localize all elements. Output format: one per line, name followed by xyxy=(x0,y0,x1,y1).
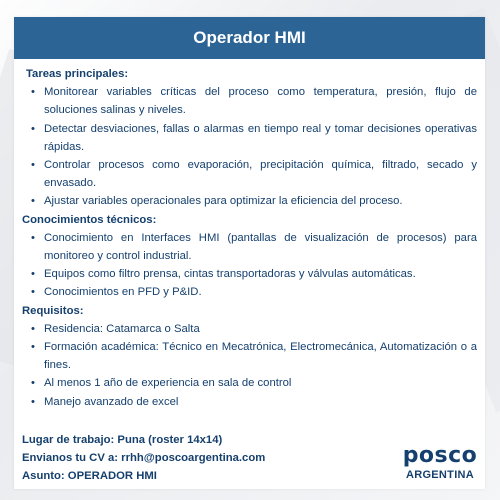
header-banner xyxy=(14,17,485,59)
list-item: • Detectar desviaciones, fallas o alarmas en tiempo real y tomar decisiones operativas rápidas. xyxy=(22,120,477,156)
list-item: • Conocimientos en PFD y P&ID. xyxy=(22,283,477,301)
list-item: • Monitorear variables críticas del proceso como temperatura, presión, flujo de soluciones salinas y niveles. xyxy=(22,83,477,119)
contact-footer xyxy=(22,431,322,486)
email-subject: Asunto: OPERADOR HMI xyxy=(22,470,157,483)
section-title-tareas: Tareas principales: xyxy=(26,68,129,80)
list-item: • Residencia: Catamarca o Salta xyxy=(22,320,477,338)
list-item: • Controlar procesos como evaporación, precipitación química, filtrado, secado y envasado. xyxy=(22,156,477,192)
list-item: • Ajustar variables operacionales para optimizar la eficiencia del proceso. xyxy=(22,192,477,210)
section-title-requisitos: Requisitos: xyxy=(22,304,84,317)
list-item: • Formación académica: Técnico en Mecatrónica, Electromecánica, Automatización o a fines. xyxy=(22,338,477,374)
list-requisitos xyxy=(22,320,477,411)
job-posting-card xyxy=(14,17,485,489)
list-tareas xyxy=(22,83,477,210)
work-location: Lugar de trabajo: Puna (roster 14x14) xyxy=(22,434,223,446)
posco-logo xyxy=(399,445,481,482)
list-conocimientos xyxy=(22,229,477,302)
job-title: Operador HMI xyxy=(193,28,306,47)
logo-subtitle: ARGENTINA xyxy=(405,469,475,481)
list-item: • Al menos 1 año de experiencia en sala de control xyxy=(22,374,477,392)
list-item: • Equipos como filtro prensa, cintas transportadoras y válvulas automáticas. xyxy=(22,265,477,283)
logo-wordmark: posco xyxy=(402,443,478,468)
list-item: • Manejo avanzado de excel xyxy=(22,393,477,411)
posting-body xyxy=(22,65,477,411)
section-title-conocimientos: Conocimientos técnicos: xyxy=(22,213,157,226)
cv-email: Envianos tu CV a: rrhh@poscoargentina.com xyxy=(22,452,266,465)
list-item: • Conocimiento en Interfaces HMI (pantallas de visualización de procesos) para monitoreo y control industrial. xyxy=(22,229,477,265)
